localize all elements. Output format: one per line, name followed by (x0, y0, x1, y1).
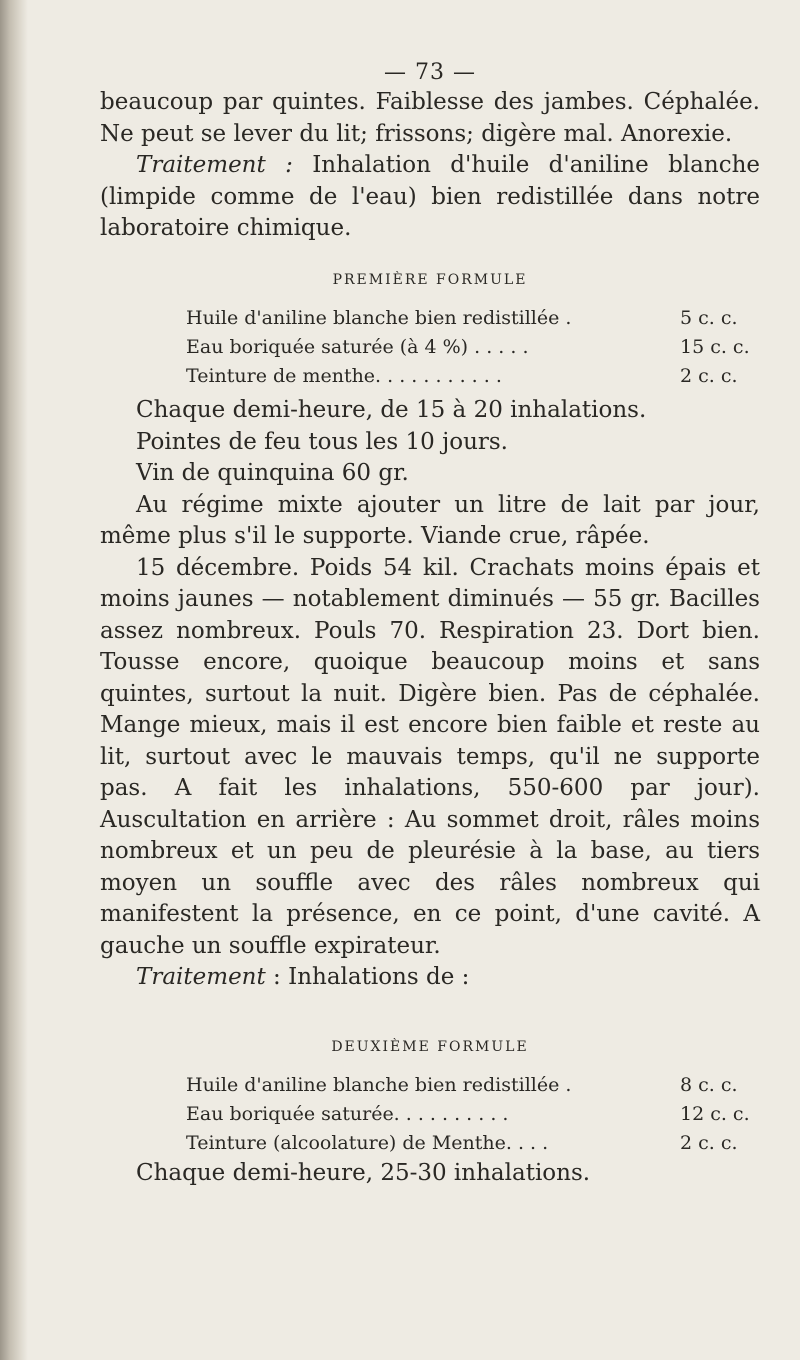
formula-2-table (100, 1071, 760, 1158)
paragraph-symptoms: beaucoup par quintes. Faiblesse des jambes. Céphalée. Ne peut se lever du lit; frissons; digère mal. Anorexie. (100, 89, 760, 147)
formula-amount: 15 c. c. (680, 336, 750, 358)
treatment-label: Traitement (136, 964, 266, 990)
paragraph-final: Chaque demi-heure, 25-30 inhalations. (136, 1160, 591, 1186)
treatment-label: Traitement : (136, 152, 293, 178)
formula-row (100, 1100, 760, 1129)
formula-amount: 2 c. c. (680, 1132, 738, 1154)
formula-item: Teinture (alcoolature) de Menthe. . . . (186, 1132, 549, 1154)
formula-row (100, 362, 760, 391)
paragraph-december-15: 15 décembre. Poids 54 kil. Crachats moins épais et moins jaunes — notablement diminués — 55 gr. Bacilles assez nombreux. Pouls 70. Respiration 23. Dort bien. Tousse encore, quoique beaucoup moins et sans quintes, surtout la nuit. Digère bien. Pas de céphalée. Mange mieux, mais il est encore bien faible et reste au lit, surtout avec le mauvais temps, qu'il ne supporte pas. A fait les inhalations, 550-600 par jour). Auscultation en arrière : Au sommet droit, râles moins nombreux et un peu de pleurésie à la base, au tiers moyen un souffle avec des râles nombreux qui manifestent la présence, en ce point, d'une cavité. A gauche un souffle expirateur. (100, 554, 760, 959)
formula-2-title: DEUXIÈME FORMULE (331, 1038, 529, 1055)
paragraph-wine: Vin de quinquina 60 gr. (136, 460, 409, 486)
book-binding-edge (0, 0, 28, 1360)
paragraph-treatment-1 (100, 150, 760, 245)
paragraph-treatment-2 (100, 962, 760, 994)
formula-amount: 2 c. c. (680, 365, 738, 387)
formula-item: Huile d'aniline blanche bien redistillée . (186, 1074, 572, 1096)
formula-row (100, 1071, 760, 1100)
formula-1-title: PREMIÈRE FORMULE (332, 271, 528, 288)
formula-1-table (100, 304, 760, 391)
formula-amount: 12 c. c. (680, 1103, 750, 1125)
formula-item: Teinture de menthe. . . . . . . . . . . (186, 365, 502, 387)
formula-amount: 8 c. c. (680, 1074, 738, 1096)
treatment-text: Inhalation d'huile d'aniline blanche (limpide comme de l'eau) bien redistillée dans notre laboratoire chimique. (100, 152, 760, 241)
paragraph-cautery: Pointes de feu tous les 10 jours. (136, 428, 508, 455)
formula-amount: 5 c. c. (680, 307, 738, 329)
page-body (100, 87, 760, 1190)
formula-item: Eau boriquée saturée. . . . . . . . . . (186, 1103, 509, 1125)
treatment-text: : Inhalations de : (265, 964, 470, 990)
paragraph-frequency: Chaque demi-heure, de 15 à 20 inhalations. (136, 397, 647, 423)
formula-row (100, 333, 760, 362)
formula-item: Eau boriquée saturée (à 4 %) . . . . . (186, 336, 529, 358)
paragraph-diet: Au régime mixte ajouter un litre de lait par jour, même plus s'il le supporte. Viande crue, râpée. (100, 491, 760, 549)
formula-row (100, 1129, 760, 1158)
formula-row (100, 304, 760, 333)
formula-item: Huile d'aniline blanche bien redistillée . (186, 307, 572, 329)
page-number: — 73 — (384, 60, 476, 85)
